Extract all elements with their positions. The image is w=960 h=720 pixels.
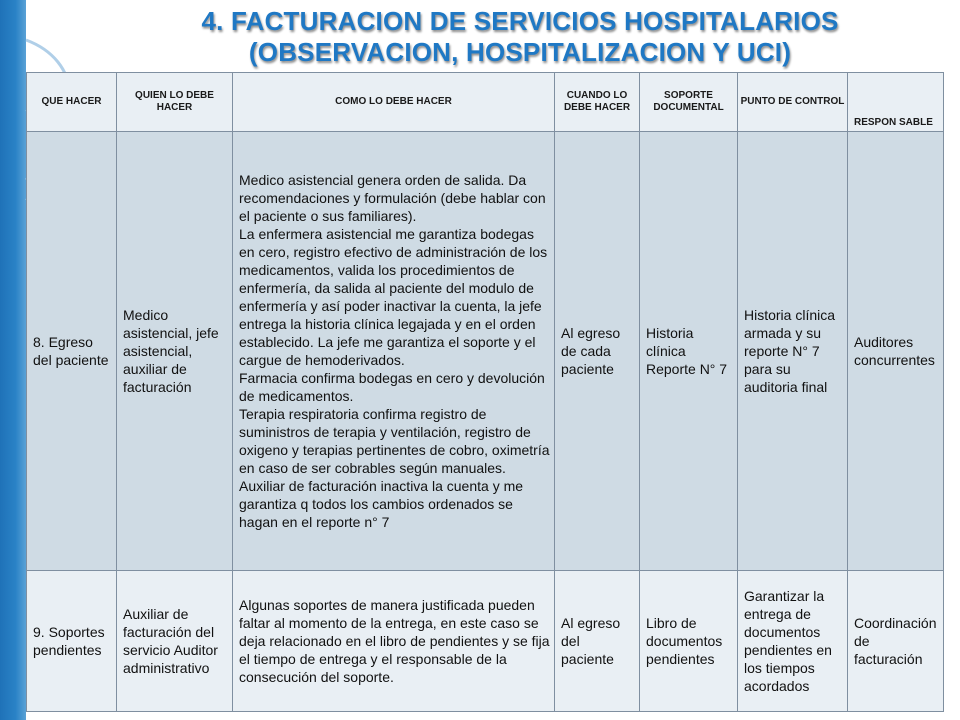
cell-quien: Auxiliar de facturación del servicio Auditor administrativo [117, 571, 233, 712]
slide-title-line-1: 4. FACTURACION DE SERVICIOS HOSPITALARIOS [201, 6, 839, 36]
cell-que: 8. Egreso del paciente [27, 132, 117, 571]
como-paragraph: Terapia respiratoria confirma registro de suministros de terapia y ventilación, registro de oxigeno y terapias pertinentes de cobro, oximetría en caso de ser cobrables según manuales. [239, 406, 550, 476]
cell-punto-control: Historia clínica armada y su reporte N° 7 para su auditoria final [738, 132, 848, 571]
header-que-hacer: QUE HACER [27, 73, 117, 132]
table-header-row [27, 73, 944, 132]
como-paragraph: Farmacia confirma bodegas en cero y devolución de medicamentos. [239, 370, 545, 404]
header-como: COMO LO DEBE HACER [233, 73, 555, 132]
cell-punto-control: Garantizar la entrega de documentos pendientes en los tiempos acordados [738, 571, 848, 712]
cell-como [233, 571, 555, 712]
side-decoration-band [0, 0, 26, 720]
header-quien: QUIEN LO DEBE HACER [117, 73, 233, 132]
table-row [27, 132, 944, 571]
cell-soporte: Libro de documentos pendientes [640, 571, 738, 712]
como-paragraph: Auxiliar de facturación inactiva la cuenta y me garantiza q todos los cambios ordenados se hagan en el reporte n° 7 [239, 478, 524, 530]
como-paragraph: Algunas soportes de manera justificada pueden faltar al momento de la entrega, en este caso se deja relacionado en el libro de pendientes y se fija el tiempo de entrega y el responsable de la consecución del soporte. [239, 597, 550, 685]
cell-que: 9. Soportes pendientes [27, 571, 117, 712]
header-soporte: SOPORTE DOCUMENTAL [640, 73, 738, 132]
cell-responsable: Auditores concurrentes [848, 132, 944, 571]
header-cuando: CUANDO LO DEBE HACER [555, 73, 640, 132]
cell-cuando: Al egreso del paciente [555, 571, 640, 712]
cell-soporte: Historia clínica Reporte N° 7 [640, 132, 738, 571]
cell-responsable: Coordinación de facturación [848, 571, 944, 712]
como-paragraph: La enfermera asistencial me garantiza bodegas en cero, registro efectivo de administración de los medicamentos, valida los procedimientos de enfermería, da salida al paciente del modulo de enfermería y así poder inactivar la cuenta, la jefe entrega la historia clínica legajada y en el orden establecido. La jefe me garantiza el soporte y el cargue de hemoderivados. [239, 226, 548, 368]
cell-como [233, 132, 555, 571]
cell-cuando: Al egreso de cada paciente [555, 132, 640, 571]
cell-quien: Medico asistencial, jefe asistencial, auxiliar de facturación [117, 132, 233, 571]
process-table [26, 72, 944, 712]
slide-title-line-2: (OBSERVACION, HOSPITALIZACION Y UCI) [248, 37, 792, 67]
como-paragraph: Medico asistencial genera orden de salida. Da recomendaciones y formulación (debe hablar con el paciente o sus familiares). [239, 172, 546, 224]
table-row [27, 571, 944, 712]
header-responsable: RESPON SABLE [848, 73, 944, 132]
slide-title [110, 6, 930, 68]
header-punto-control: PUNTO DE CONTROL [738, 73, 848, 132]
